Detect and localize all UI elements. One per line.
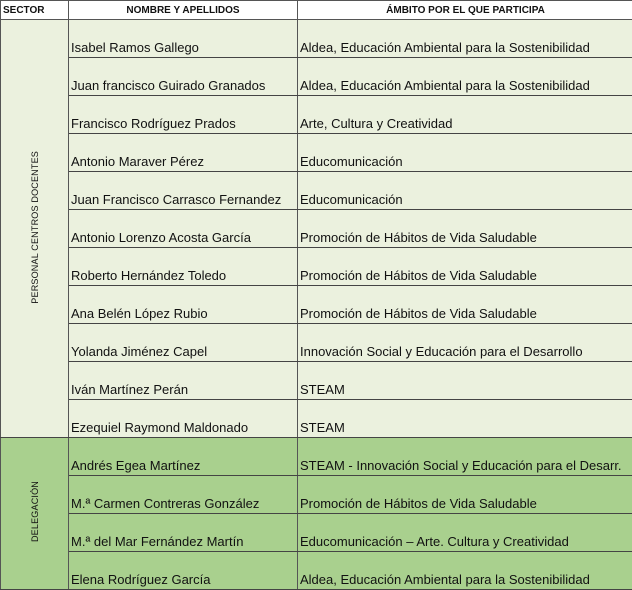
header-sector[interactable]: SECTOR (1, 1, 69, 20)
ambito-cell[interactable]: Arte, Cultura y Creatividad (298, 96, 632, 134)
name-cell[interactable]: M.ª Carmen Contreras González (69, 476, 298, 514)
name-cell[interactable]: Juan francisco Guirado Granados (69, 58, 298, 96)
name-cell[interactable]: Roberto Hernández Toledo (69, 248, 298, 286)
ambito-cell[interactable]: Promoción de Hábitos de Vida Saludable (298, 476, 632, 514)
ambito-cell[interactable]: STEAM (298, 400, 632, 438)
table-row (1, 324, 632, 362)
table-row (1, 400, 632, 438)
table-row (1, 248, 632, 286)
name-cell[interactable]: Francisco Rodríguez Prados (69, 96, 298, 134)
table-row (1, 210, 632, 248)
name-cell[interactable]: Yolanda Jiménez Capel (69, 324, 298, 362)
sector-label: PERSONAL CENTROS DOCENTES (30, 151, 40, 304)
name-cell[interactable]: Ezequiel Raymond Maldonado (69, 400, 298, 438)
ambito-cell[interactable]: Educomunicación (298, 134, 632, 172)
ambito-cell[interactable]: Promoción de Hábitos de Vida Saludable (298, 286, 632, 324)
name-cell[interactable]: Isabel Ramos Gallego (69, 20, 298, 58)
table-row (1, 134, 632, 172)
table-row (1, 20, 632, 58)
table-row (1, 438, 632, 476)
ambito-cell[interactable]: Educomunicación (298, 172, 632, 210)
sector-cell[interactable] (1, 438, 69, 590)
name-cell[interactable]: Iván Martínez Perán (69, 362, 298, 400)
ambito-cell[interactable]: STEAM (298, 362, 632, 400)
sector-label: DELEGACIÓN (30, 481, 40, 542)
table-row (1, 286, 632, 324)
table-row (1, 476, 632, 514)
header-nombre[interactable]: NOMBRE Y APELLIDOS (69, 1, 298, 20)
sector-cell[interactable] (1, 20, 69, 438)
ambito-cell[interactable]: Innovación Social y Educación para el Desarrollo (298, 324, 632, 362)
name-cell[interactable]: Elena Rodríguez García (69, 552, 298, 590)
name-cell[interactable]: Antonio Maraver Pérez (69, 134, 298, 172)
ambito-cell[interactable]: STEAM - Innovación Social y Educación para el Desarr. (298, 438, 632, 476)
ambito-cell[interactable]: Aldea, Educación Ambiental para la Sostenibilidad (298, 552, 632, 590)
name-cell[interactable]: Andrés Egea Martínez (69, 438, 298, 476)
header-ambito[interactable]: ÁMBITO POR EL QUE PARTICIPA (298, 1, 632, 20)
ambito-cell[interactable]: Aldea, Educación Ambiental para la Sostenibilidad (298, 58, 632, 96)
ambito-cell[interactable]: Educomunicación – Arte. Cultura y Creatividad (298, 514, 632, 552)
ambito-cell[interactable]: Aldea, Educación Ambiental para la Sostenibilidad (298, 20, 632, 58)
table-row (1, 172, 632, 210)
table-row (1, 552, 632, 590)
table-row (1, 58, 632, 96)
ambito-cell[interactable]: Promoción de Hábitos de Vida Saludable (298, 248, 632, 286)
ambito-cell[interactable]: Promoción de Hábitos de Vida Saludable (298, 210, 632, 248)
name-cell[interactable]: Juan Francisco Carrasco Fernandez (69, 172, 298, 210)
name-cell[interactable]: Ana Belén López Rubio (69, 286, 298, 324)
table-row (1, 362, 632, 400)
table-body (1, 20, 632, 590)
table-row (1, 96, 632, 134)
table-row (1, 514, 632, 552)
name-cell[interactable]: Antonio Lorenzo Acosta García (69, 210, 298, 248)
header-row (1, 1, 632, 20)
name-cell[interactable]: M.ª del Mar Fernández Martín (69, 514, 298, 552)
